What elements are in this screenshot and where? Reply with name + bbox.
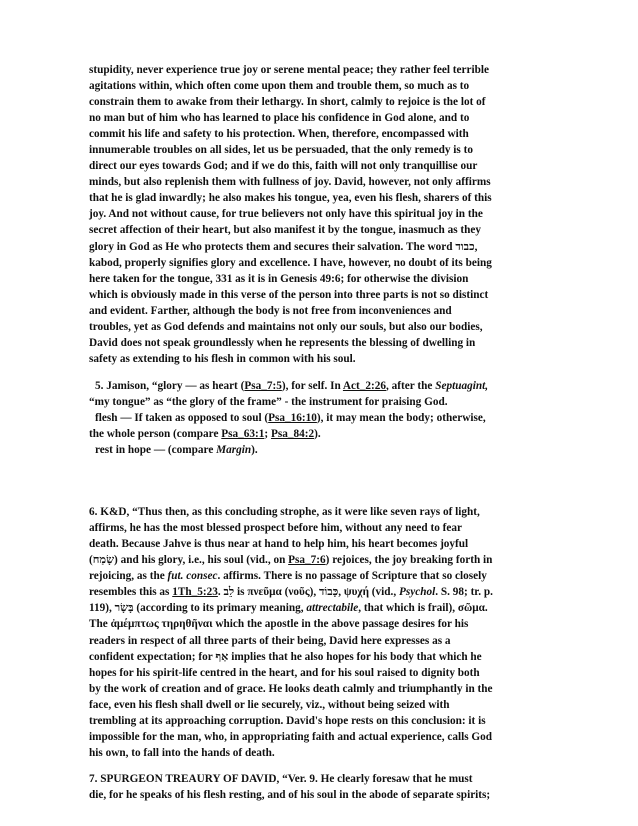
text-line: by the work of creation and of grace. He looks death calmly and triumphantly in the [89, 682, 493, 695]
text-run: ; [264, 428, 271, 441]
italic-text: attrectabile [306, 602, 359, 615]
text-run: , that which is frail), σῶμα. [358, 602, 488, 615]
text-line: kabod, properly signifies glory and excellence. I have, however, no doubt of its being [89, 256, 492, 269]
text-run: 5. Jamison, “glory — as heart ( [95, 379, 245, 392]
text-run: , after the [386, 379, 436, 392]
text-line [89, 442, 551, 458]
scripture-link[interactable]: Psa_84:2 [270, 428, 315, 441]
text-line: affirms, he has the most blessed prospect before him, without any need to fear [89, 522, 462, 535]
text-line [89, 568, 551, 584]
italic-text: Psychol [399, 586, 436, 599]
text-line: and evident. Farther, although the body is not free from inconveniences and [89, 304, 452, 317]
text-line [89, 378, 551, 394]
calvin-paragraph [89, 62, 551, 367]
jamison-paragraph [89, 378, 551, 458]
text-run: ), it may mean the body; otherwise, [316, 411, 486, 424]
text-line: face, even his flesh shall dwell or lie securely, viz., without being seized with [89, 698, 450, 711]
text-run: resembles this as [89, 586, 173, 599]
scripture-link[interactable]: Psa_7:5 [244, 379, 282, 392]
italic-text: Margin [216, 444, 252, 457]
text-run: the whole person (compare [89, 428, 222, 441]
text-line: no man but of him who has learned to place his confidence in God alone, and to [89, 112, 470, 125]
text-run: 119), בָּשָׂר (according to its primary meaning, [89, 602, 307, 615]
text-line: impossible for the man, who, in appropriating faith and actual experience, calls God [89, 730, 493, 743]
text-run: . affirms. There is no passage of Scripture that so closely [217, 570, 487, 583]
text-line: glory in God as He who protects them and secures their salvation. The word כבוד, [89, 240, 478, 253]
text-line [89, 552, 551, 568]
text-run: ). [251, 444, 258, 457]
text-line: here taken for the tongue, 331 as it is in Genesis 49:6; for otherwise the division [89, 272, 469, 285]
text-line: “my tongue” as “the glory of the frame” - the instrument for praising God. [89, 395, 448, 408]
text-line: The ἀμέμπτως τηρηθῆναι which the apostle in the above passage desires for his [89, 618, 469, 631]
text-run: . S. 98; tr. p. [435, 586, 493, 599]
text-line: constrain them to awake from their lethargy. In short, calmly to rejoice is the lot of [89, 96, 486, 109]
scripture-link[interactable]: Act_2:26 [342, 379, 387, 392]
text-run: rejoicing, as the [89, 570, 168, 583]
text-line: which is obviously made in this verse of the person into three parts is not so distinct [89, 288, 489, 301]
text-line: that he is glad inwardly; he also makes his tongue, yea, even his flesh, sharers of this [89, 192, 492, 205]
text-line: troubles, yet as God defends and maintains not only our souls, but also our bodies, [89, 320, 483, 333]
text-line: 6. K&D, “Thus then, as this concluding strophe, as it were like seven rays of light, [89, 506, 480, 519]
text-line [89, 584, 551, 600]
text-line: die, for he speaks of his flesh resting, and of his soul in the abode of separate spirits; [89, 788, 491, 801]
text-line: 7. SPURGEON TREAURY OF DAVID, “Ver. 9. He clearly foresaw that he must [89, 772, 473, 785]
text-line [89, 426, 551, 442]
italic-text: fut. consec [167, 570, 218, 583]
text-line: innumerable troubles on all sides, let us be persuaded, that the only remedy is to [89, 144, 473, 157]
text-line: death. Because Jahve is thus near at hand to help him, his heart becomes joyful [89, 538, 469, 551]
kd-paragraph [89, 504, 551, 761]
text-line: confident expectation; for אַף implies that he also hopes for his body that which he [89, 650, 482, 663]
scripture-link[interactable]: Psa_16:10 [268, 411, 317, 424]
text-run: ) rejoices, the joy breaking forth in [325, 554, 493, 567]
text-line: safety as extending to his flesh in common with his soul. [89, 352, 356, 365]
scripture-link[interactable]: Psa_63:1 [221, 428, 265, 441]
spurgeon-paragraph [89, 771, 551, 803]
text-line: commit his life and safety to his protection. When, therefore, encompassed with [89, 128, 469, 141]
text-line [89, 600, 551, 616]
text-line: his own, to fall into the hands of death. [89, 746, 275, 759]
text-run: . לֵב is πνεῦμα (νοῦς), כָּבוֹד, ψυχή (vid., [217, 586, 399, 599]
document-page [89, 62, 551, 803]
italic-text: Septuagint, [435, 379, 489, 392]
text-run: ), for self. In [281, 379, 343, 392]
text-line: stupidity, never experience true joy or serene mental peace; they rather feel terrible [89, 64, 489, 76]
text-line: readers in respect of all three parts of their being, David here expresses as a [89, 634, 451, 647]
text-line: David does not speak groundlessly when he represents the blessing of dwelling in [89, 336, 476, 349]
text-run: rest in hope — (compare [95, 444, 217, 457]
text-run: flesh — If taken as opposed to soul ( [95, 411, 269, 424]
text-line: minds, but also replenish them with fullness of joy. David, however, not only affirms [89, 176, 491, 189]
text-line [89, 410, 551, 426]
text-line: trembling at its approaching corruption. David's hope rests on this conclusion: it is [89, 714, 486, 727]
scripture-link[interactable]: 1Th_5:23 [172, 586, 218, 599]
text-line: joy. And not without cause, for true believers not only have this spiritual joy in the [89, 208, 483, 221]
scripture-link[interactable]: Psa_7:6 [288, 554, 326, 567]
text-line: hopes for his spirit-life centred in the heart, and for his soul raised to dignity both [89, 666, 480, 679]
text-line: secret affection of their heart, but also manifest it by the tongue, inasmuch as they [89, 224, 482, 237]
text-run: (שָׂמַח) and his glory, i.e., his soul (vid., on [89, 554, 289, 567]
text-line: agitations within, which often come upon them and trouble them, so much as to [89, 80, 470, 93]
text-line: direct our eyes towards God; and if we do this, faith will not only tranquillise our [89, 160, 478, 173]
text-run: ). [314, 428, 321, 441]
